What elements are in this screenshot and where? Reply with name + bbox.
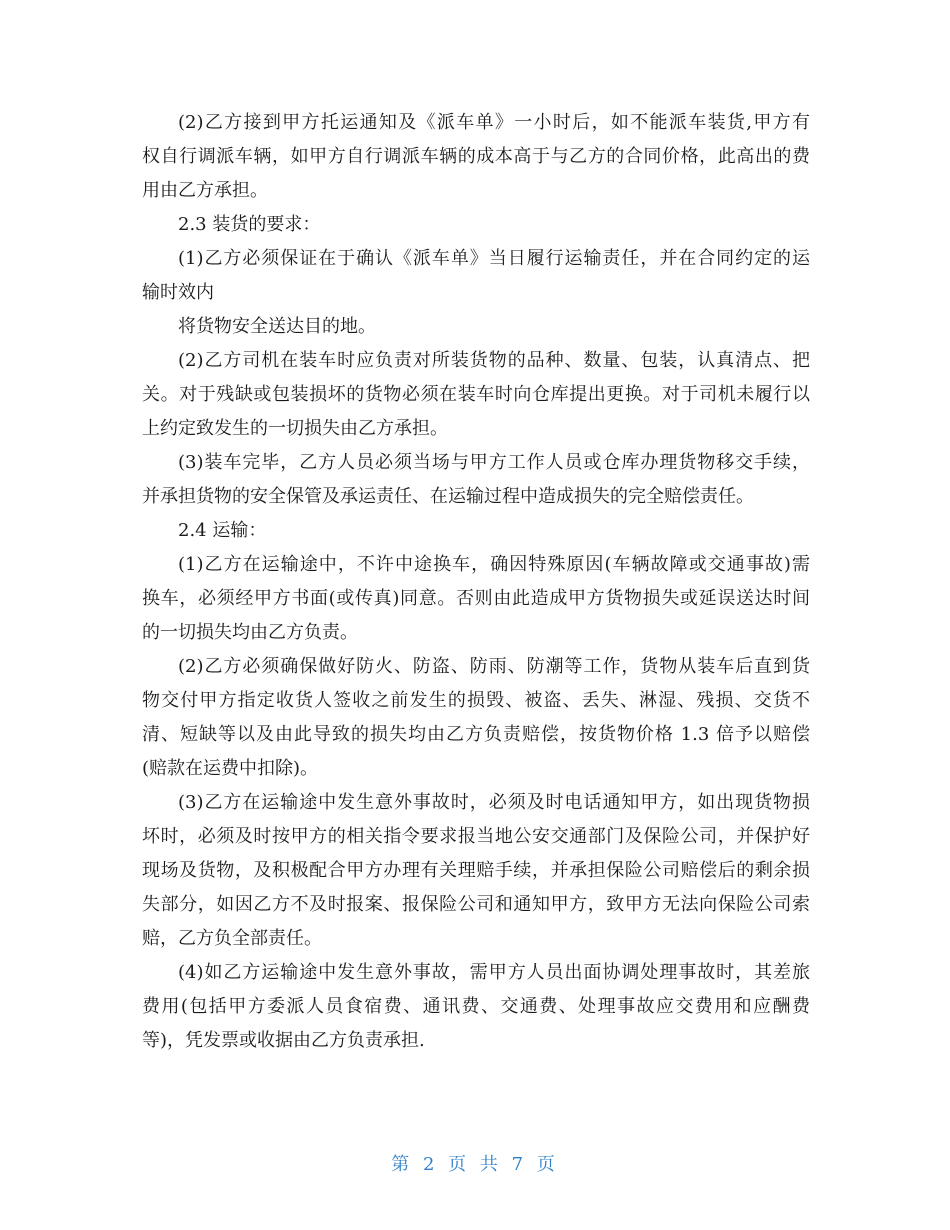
- text-line: 赔，乙方负全部责任。: [142, 928, 322, 949]
- page-number-footer: 第 2 页 共 7 页: [391, 1154, 559, 1175]
- text-line: 坏时，必须及时按甲方的相关指令要求报当地公安交通部门及保险公司，并保护好: [142, 826, 810, 847]
- text-line: 2.4 运输：: [178, 520, 267, 541]
- text-line: 等)，凭发票或收据由乙方负责承担.: [142, 1030, 425, 1051]
- text-line: 失部分，如因乙方不及时报案、报保险公司和通知甲方，致甲方无法向保险公司索: [142, 894, 810, 915]
- text-line: 权自行调派车辆，如甲方自行调派车辆的成本高于与乙方的合同价格，此高出的费: [142, 146, 810, 167]
- text-line: (1)乙方在运输途中，不许中途换车，确因特殊原因(车辆故障或交通事故)需: [178, 554, 810, 575]
- text-line: (1)乙方必须保证在于确认《派车单》当日履行运输责任，并在合同约定的运: [178, 248, 810, 269]
- text-line: 2.3 装货的要求：: [178, 214, 321, 235]
- text-line: 现场及货物，及积极配合甲方办理有关理赔手续，并承担保险公司赔偿后的剩余损: [142, 860, 810, 881]
- text-line: 并承担货物的安全保管及承运责任、在运输过程中造成损失的完全赔偿责任。: [142, 486, 754, 507]
- text-line: (4)如乙方运输途中发生意外事故，需甲方人员出面协调处理事故时，其差旅: [178, 962, 810, 983]
- text-line: 上约定致发生的一切损失由乙方承担。: [142, 418, 448, 439]
- text-line: 换车，必须经甲方书面(或传真)同意。否则由此造成甲方货物损失或延误送达时间: [142, 588, 810, 609]
- text-line: 清、短缺等以及由此导致的损失均由乙方负责赔偿，按货物价格 1.3 倍予以赔偿: [142, 724, 810, 745]
- text-line: 将货物安全送达目的地。: [178, 316, 376, 337]
- text-line: 的一切损失均由乙方负责。: [142, 622, 358, 643]
- text-line: (赔款在运费中扣除)。: [142, 758, 319, 779]
- text-line: (2)乙方司机在装车时应负责对所装货物的品种、数量、包装，认真清点、把: [178, 350, 810, 371]
- text-line: 物交付甲方指定收货人签收之前发生的损毁、被盗、丢失、淋湿、残损、交货不: [142, 690, 810, 711]
- text-line: (2)乙方接到甲方托运通知及《派车单》一小时后，如不能派车装货,甲方有: [178, 112, 810, 133]
- text-line: 输时效内: [142, 282, 214, 303]
- text-line: (3)乙方在运输途中发生意外事故时，必须及时电话通知甲方，如出现货物损: [178, 792, 810, 813]
- text-line: (2)乙方必须确保做好防火、防盗、防雨、防潮等工作，货物从装车后直到货: [178, 656, 810, 677]
- text-line: 关。对于残缺或包装损坏的货物必须在装车时向仓库提出更换。对于司机未履行以: [142, 384, 810, 405]
- text-line: 用由乙方承担。: [142, 180, 268, 201]
- text-line: 费用(包括甲方委派人员食宿费、通讯费、交通费、处理事故应交费用和应酬费: [142, 996, 810, 1017]
- text-line: (3)装车完毕，乙方人员必须当场与甲方工作人员或仓库办理货物移交手续，: [178, 452, 810, 473]
- document-body: [142, 106, 810, 1058]
